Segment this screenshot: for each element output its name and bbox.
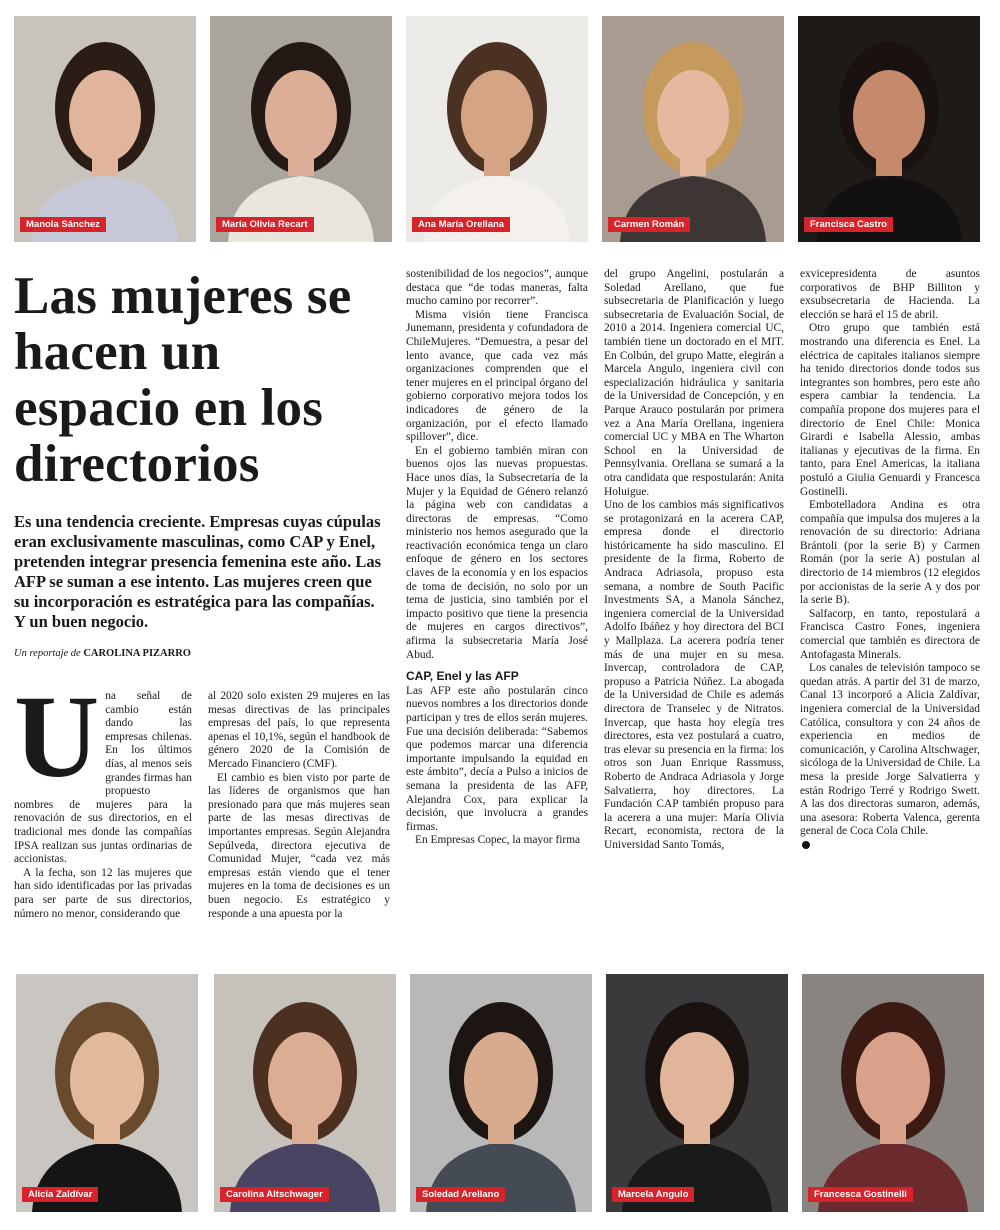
drop-cap: U [14,671,100,802]
photo-bottom-4 [606,974,788,1212]
article-column-3 [406,268,588,848]
photo-caption: Manola Sánchez [20,217,106,232]
photo-top-5 [798,16,980,242]
photo-top-2 [210,16,392,242]
paragraph: El cambio es bien visto por parte de las líderes de organismos que han presionado para que más mujeres sean parte de las mesas directivas de importantes empresas. Según Alejandra Sepúlveda, directora ejecutiva de Comunidad Mujer, “cada vez más empresas están viendo que el tener mujeres en la toma de decisiones es un buen negocio. Es estratégico y responde a una apuesta por la [208,771,390,920]
paragraph: al 2020 solo existen 29 mujeres en las mesas directivas de las principales empresas del país, lo que representa apenas el 10,1%, según el handbook de género 2020 de la Comisión de Mercado Financiero (CMF). [208,690,390,770]
paragraph: Los canales de televisión tampoco se quedan atrás. A partir del 31 de marzo, Canal 13 incorporó a Alicia Zaldívar, ingeniera comercial de la Universidad Católica, consultora y con 24 años de experiencia en medios de comunicación, y Carolina Altschwager, sicóloga de la Universidad de Chile. La mesa la preside Jorge Salvatierra y están Rodrigo Terré y Rodrigo Swett. A las dos directoras sumaron, además, una asesora: Roberta Valenca, gerenta general de Coca Cola Chile. [800,662,980,838]
portrait-image [210,16,392,242]
paragraph: Salfacorp, en tanto, repostulará a Francisca Castro Fones, ingeniera comercial que también es directora de Antofagasta Minerals. [800,607,980,661]
photo-bottom-3 [410,974,592,1212]
headline: Las mujeres se hacen un espacio en los directorios [14,267,352,493]
byline-prefix: Un reportaje de [14,648,81,659]
photo-top-4 [602,16,784,242]
article-column-1 [14,671,192,921]
portrait-image [802,974,984,1212]
portrait-image [410,974,592,1212]
paragraph: sostenibilidad de los negocios”, aunque destaca que “de todas maneras, falta mucho camino por recorrer”. [406,268,588,308]
portrait-image [214,974,396,1212]
paragraph: A la fecha, son 12 las mujeres que han sido identificadas por las privadas para ser parte de sus directorios, número no menor, considerando que [14,866,192,920]
photo-caption: Carmen Román [608,217,690,232]
article-column-2 [208,690,390,921]
photo-caption: María Olivia Recart [216,217,314,232]
end-mark-icon [802,841,810,849]
photo-top-1 [14,16,196,242]
photo-caption: Francisca Castro [804,217,893,232]
paragraph: En el gobierno también miran con buenos ojos las nuevas propuestas. Hace unos días, la Subsecretaría de la Mujer y la Equidad de Género relanzó la página web con candidatas a directoras de empresas. “Como ministerio nos hemos asegurado que la reactivación económica tenga un claro enfoque de género en los sectores claves de la economía y en los espacios de toma de decisión, no solo por un tema de justicia, sino también por el impacto positivo que tiene la presencia de mujeres en cargos directivos”, afirma la subsecretaria María José Abud. [406,444,588,661]
photo-bottom-1 [16,974,198,1212]
photo-caption: Carolina Altschwager [220,1187,329,1202]
photo-bottom-2 [214,974,396,1212]
byline [14,648,389,659]
photo-bottom-5 [802,974,984,1212]
paragraph: Las AFP este año postularán cinco nuevos nombres a los directorios donde participan y tres de ellos serán mujeres. Fue una decisión deliberada: “Sabemos que podemos marcar una diferencia importante impulsando la equidad en este ámbito”, decía a Pulso a inicios de semana la presidenta de las AFP, Alejandra Cox, para explicar la decisión, que involucra a grandes firmas. [406,684,588,833]
paragraph: del grupo Angelini, postularán a Soledad Arellano, que fue subsecretaria de Planificación y luego subsecretaria de Evaluación Social, de 2010 a 2014. Ingeniera comercial UC, también tiene un doctorado en el MIT. En Colbún, del grupo Matte, elegirán a Marcela Angulo, ingeniera civil con especialización hidráulica y sanitaria de la Universidad de Concepción, y en Parque Arauco postularán por primera vez a Ana María Orellana, ingeniera comercial UC y MBA en The Wharton School en la Universidad de Pennsylvania. Orellana se sumará a la otra candidata que respostularán: Anita Holuigue. [604,268,784,498]
photo-caption: Francesca Gostinelli [808,1187,913,1202]
photo-caption: Soledad Arellano [416,1187,505,1202]
paragraph: Uno de los cambios más significativos se protagonizará en la acerera CAP, empresa donde el directorio históricamente ha sido masculino. El presidente de la firma, Roberto de Andraca Adriasola, propuso esta semana, a nombre de South Pacific Investments SA, a Manola Sánchez, ingeniera comercial de la Universidad Adolfo Ibáñez y hoy directora del BCI y Mallplaza. La acerera podría tener más de una mujer en su mesa. Invercap, controladora de CAP, propuso a Patricia Núñez. La abogada de la Universidad de Chile es además directora de Transelec y de Nitratos. Invercap, que hasta hoy elegía tres directores, esta vez postulará a cuatro, tras elevar su presencia en la firma: los otros son Juan Enrique Rassmuss, Roberto de Andraca Adriasola y Jorge Salvatierra, hoy directores. La Fundación CAP también propuso para la acerera a una mujer: María Olivia Recart, economista, rectora de la Universidad Santo Tomás, [604,499,784,851]
portrait-image [16,974,198,1212]
paragraph: Misma visión tiene Francisca Junemann, presidenta y cofundadora de ChileMujeres. “Demuestra, a pesar del lento avance, que cada vez más organizaciones comprenden que el tener mujeres en el principal órgano del gobierno corporativo mejora todos los indicadores de género de la organización, por el efecto llamado spillover”, dice. [406,308,588,444]
portrait-image [14,16,196,242]
photo-top-3 [406,16,588,242]
lead-paragraph: Es una tendencia creciente. Empresas cuyas cúpulas eran exclusivamente masculinas, como CAP y Enel, pretenden integrar presencia femenina este año. Las AFP se suman a ese intento. Las mujeres creen que su incorporación es estratégica para las compañías. Y un buen negocio. [14,512,382,631]
photo-caption: Alicia Zaldívar [22,1187,98,1202]
portrait-image [606,974,788,1212]
photo-caption: Ana María Orellana [412,217,510,232]
paragraph: En Empresas Copec, la mayor firma [415,834,581,847]
section-subhead: CAP, Enel y las AFP [406,669,519,684]
paragraph: na señal de cambio están dando las empresas chilenas. En los últimos días, al menos seis grandes firmas han propuesto nombres de mujeres para la renovación de sus directorios, en el tradicional mes donde las compañías IPSA realizan sus juntas ordinarias de accionistas. [14,690,192,866]
paragraph: Otro grupo que también está mostrando una diferencia es Enel. La eléctrica de capitales italianos siempre ha tenido directorios donde todos sus integrantes son hombres, pero este año espera cambiar la tendencia. La compañía propone dos mujeres para el directorio de Enel Chile: Monica Girardi e Isabella Alessio, ambas italianas y ejecutivas de la firma. En tanto, para Enel Americas, la italiana postuló a Giulia Genuardi y Francesca Gostinelli. [800,322,980,498]
article-column-4 [604,268,784,853]
article-column-5 [800,268,980,853]
paragraph: exvicepresidenta de asuntos corporativos de BHP Billiton y exsubsecretaria de Hacienda. La elección se hará el 15 de abril. [800,268,980,321]
portrait-image [602,16,784,242]
byline-author: CAROLINA PIZARRO [83,648,191,659]
paragraph: Embotelladora Andina es otra compañía que impulsa dos mujeres a la renovación de su directorio: Adriana Brántoli (por la serie B) y Carmen Román (por la serie A) postulan al directorio de 14 miembros (12 elegidos por accionistas de la serie A y dos por la serie B). [800,499,980,607]
portrait-image [406,16,588,242]
photo-caption: Marcela Angulo [612,1187,694,1202]
portrait-image [798,16,980,242]
